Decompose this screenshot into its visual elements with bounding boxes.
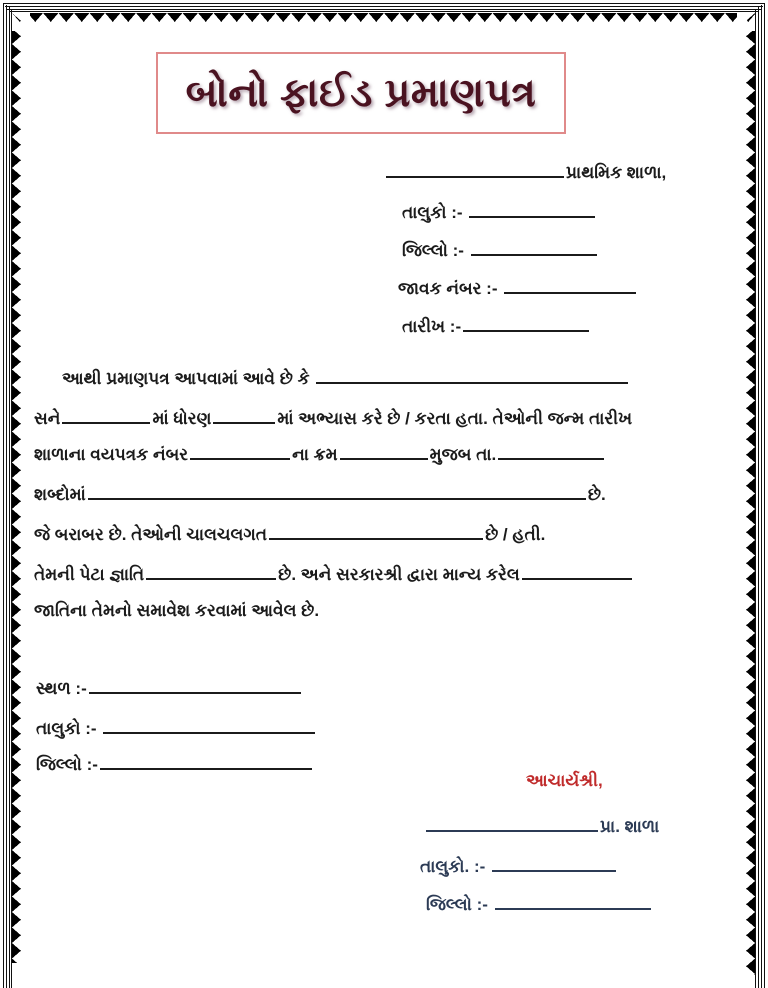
body-line-3 <box>34 442 606 463</box>
body-line-6 <box>34 562 634 583</box>
header-field-taluko-label: તાલુકો :- <box>402 203 463 223</box>
body-line-2-blank-2[interactable] <box>213 406 275 424</box>
place-field-sthal-blank[interactable] <box>89 676 301 694</box>
place-field-sthal-label: સ્થળ :- <box>36 679 87 699</box>
header-field-jillo-blank[interactable] <box>471 238 597 256</box>
frame-rule-right-2 <box>761 5 762 988</box>
signature-designation <box>526 772 603 789</box>
frame-rule-right-4 <box>755 9 756 988</box>
frame-sawtooth-right <box>737 13 755 975</box>
body-line-3-blank-1[interactable] <box>190 442 290 460</box>
signature-field-taluko-blank[interactable] <box>492 854 616 872</box>
body-line-3-blank-3[interactable] <box>498 442 604 460</box>
signature-field-jillo <box>426 892 653 913</box>
body-line-4 <box>34 482 606 503</box>
signature-field-taluko-label: તાલુકો. :- <box>420 857 486 877</box>
header-field-jillo-label: જિલ્લો :- <box>402 241 464 261</box>
frame-rule-left-3 <box>9 7 10 988</box>
frame-rule-left-1 <box>3 3 4 988</box>
place-field-jillo <box>36 752 314 773</box>
body-line-2-text-c: માં અભ્યાસ કરે છે / કરતા હતા. તેઓની જન્મ તારીખ <box>277 409 633 429</box>
certificate-content <box>34 34 720 974</box>
frame-rule-top-4 <box>9 11 759 12</box>
header-school-line <box>384 160 666 181</box>
header-field-javak-number-blank[interactable] <box>504 276 636 294</box>
header-field-javak-number <box>398 276 638 297</box>
header-field-javak-number-label: જાવક નંબર :- <box>398 279 498 299</box>
page-title: બોનો ફાઈડ પ્રમાણપત્ર <box>185 71 537 115</box>
place-field-jillo-blank[interactable] <box>100 752 312 770</box>
body-line-5-text-a: જે બરાબર છે. તેઓની ચાલચલગત <box>34 525 268 545</box>
frame-rule-right-1 <box>764 3 765 988</box>
school-name-blank[interactable] <box>386 160 564 178</box>
place-field-taluko-blank[interactable] <box>103 716 315 734</box>
header-field-taluko <box>402 200 597 221</box>
body-line-2-text-a: સને <box>34 409 61 429</box>
frame-rule-right-3 <box>758 7 759 988</box>
body-line-5-blank[interactable] <box>269 522 483 540</box>
signature-field-jillo-label: જિલ્લો :- <box>426 895 488 915</box>
body-line-3-blank-2[interactable] <box>340 442 428 460</box>
body-line-6-text-a: તેમની પેટા જ્ઞાતિ <box>34 565 145 585</box>
frame-sawtooth-left <box>12 13 30 963</box>
school-suffix-label: પ્રાથમિક શાળા, <box>566 163 667 183</box>
body-line-6-blank-2[interactable] <box>522 562 632 580</box>
body-line-1 <box>62 366 630 387</box>
certificate-title-box <box>156 52 566 134</box>
body-line-5 <box>34 522 545 543</box>
body-line-1-text: આથી પ્રમાણપત્ર આપવામાં આવે છે કે <box>62 369 310 389</box>
body-line-1-blank[interactable] <box>316 366 628 384</box>
frame-rule-top-3 <box>7 9 761 10</box>
header-field-taluko-blank[interactable] <box>469 200 595 218</box>
body-line-6-blank-1[interactable] <box>146 562 276 580</box>
place-field-taluko-label: તાલુકો :- <box>36 719 97 739</box>
frame-rule-top-1 <box>3 3 765 4</box>
place-field-jillo-label: જિલ્લો :- <box>36 755 98 775</box>
body-line-2 <box>34 406 632 427</box>
body-line-4-blank[interactable] <box>88 482 586 500</box>
frame-rule-left-2 <box>6 5 7 988</box>
body-line-5-text-b: છે / હતી. <box>485 525 546 545</box>
place-field-taluko <box>36 716 317 737</box>
body-line-7-text: જાતિના તેમનો સમાવેશ કરવામાં આવેલ છે. <box>34 601 320 620</box>
body-line-2-text-b: માં ધોરણ <box>152 409 212 429</box>
signature-school-suffix: પ્રા. શાળા <box>600 817 660 837</box>
signature-school-line <box>424 814 659 835</box>
body-line-3-text-b: ના ક્રમ <box>292 445 338 465</box>
frame-rule-top-2 <box>5 6 763 7</box>
header-field-jillo <box>402 238 599 259</box>
body-line-3-text-c: મુજબ તા. <box>429 445 497 465</box>
header-field-tarikh <box>402 314 591 335</box>
body-line-4-text-b: છે. <box>587 485 606 505</box>
frame-sawtooth-top <box>12 13 755 31</box>
body-line-3-text-a: શાળાના વયપત્રક નંબર <box>34 445 189 465</box>
body-line-4-text-a: શબ્દોમાં <box>34 485 86 505</box>
signature-designation-label: આચાર્યશ્રી, <box>526 771 603 790</box>
header-field-tarikh-label: તારીખ :- <box>402 317 462 337</box>
place-field-sthal <box>36 676 303 697</box>
signature-field-taluko <box>420 854 618 875</box>
body-line-7 <box>34 602 319 619</box>
signature-school-blank[interactable] <box>426 814 598 832</box>
signature-field-jillo-blank[interactable] <box>495 892 651 910</box>
body-line-6-text-b: છે. અને સરકારશ્રી દ્વારા માન્ય કરેલ <box>278 565 520 585</box>
header-field-tarikh-blank[interactable] <box>463 314 589 332</box>
body-line-2-blank-1[interactable] <box>62 406 150 424</box>
